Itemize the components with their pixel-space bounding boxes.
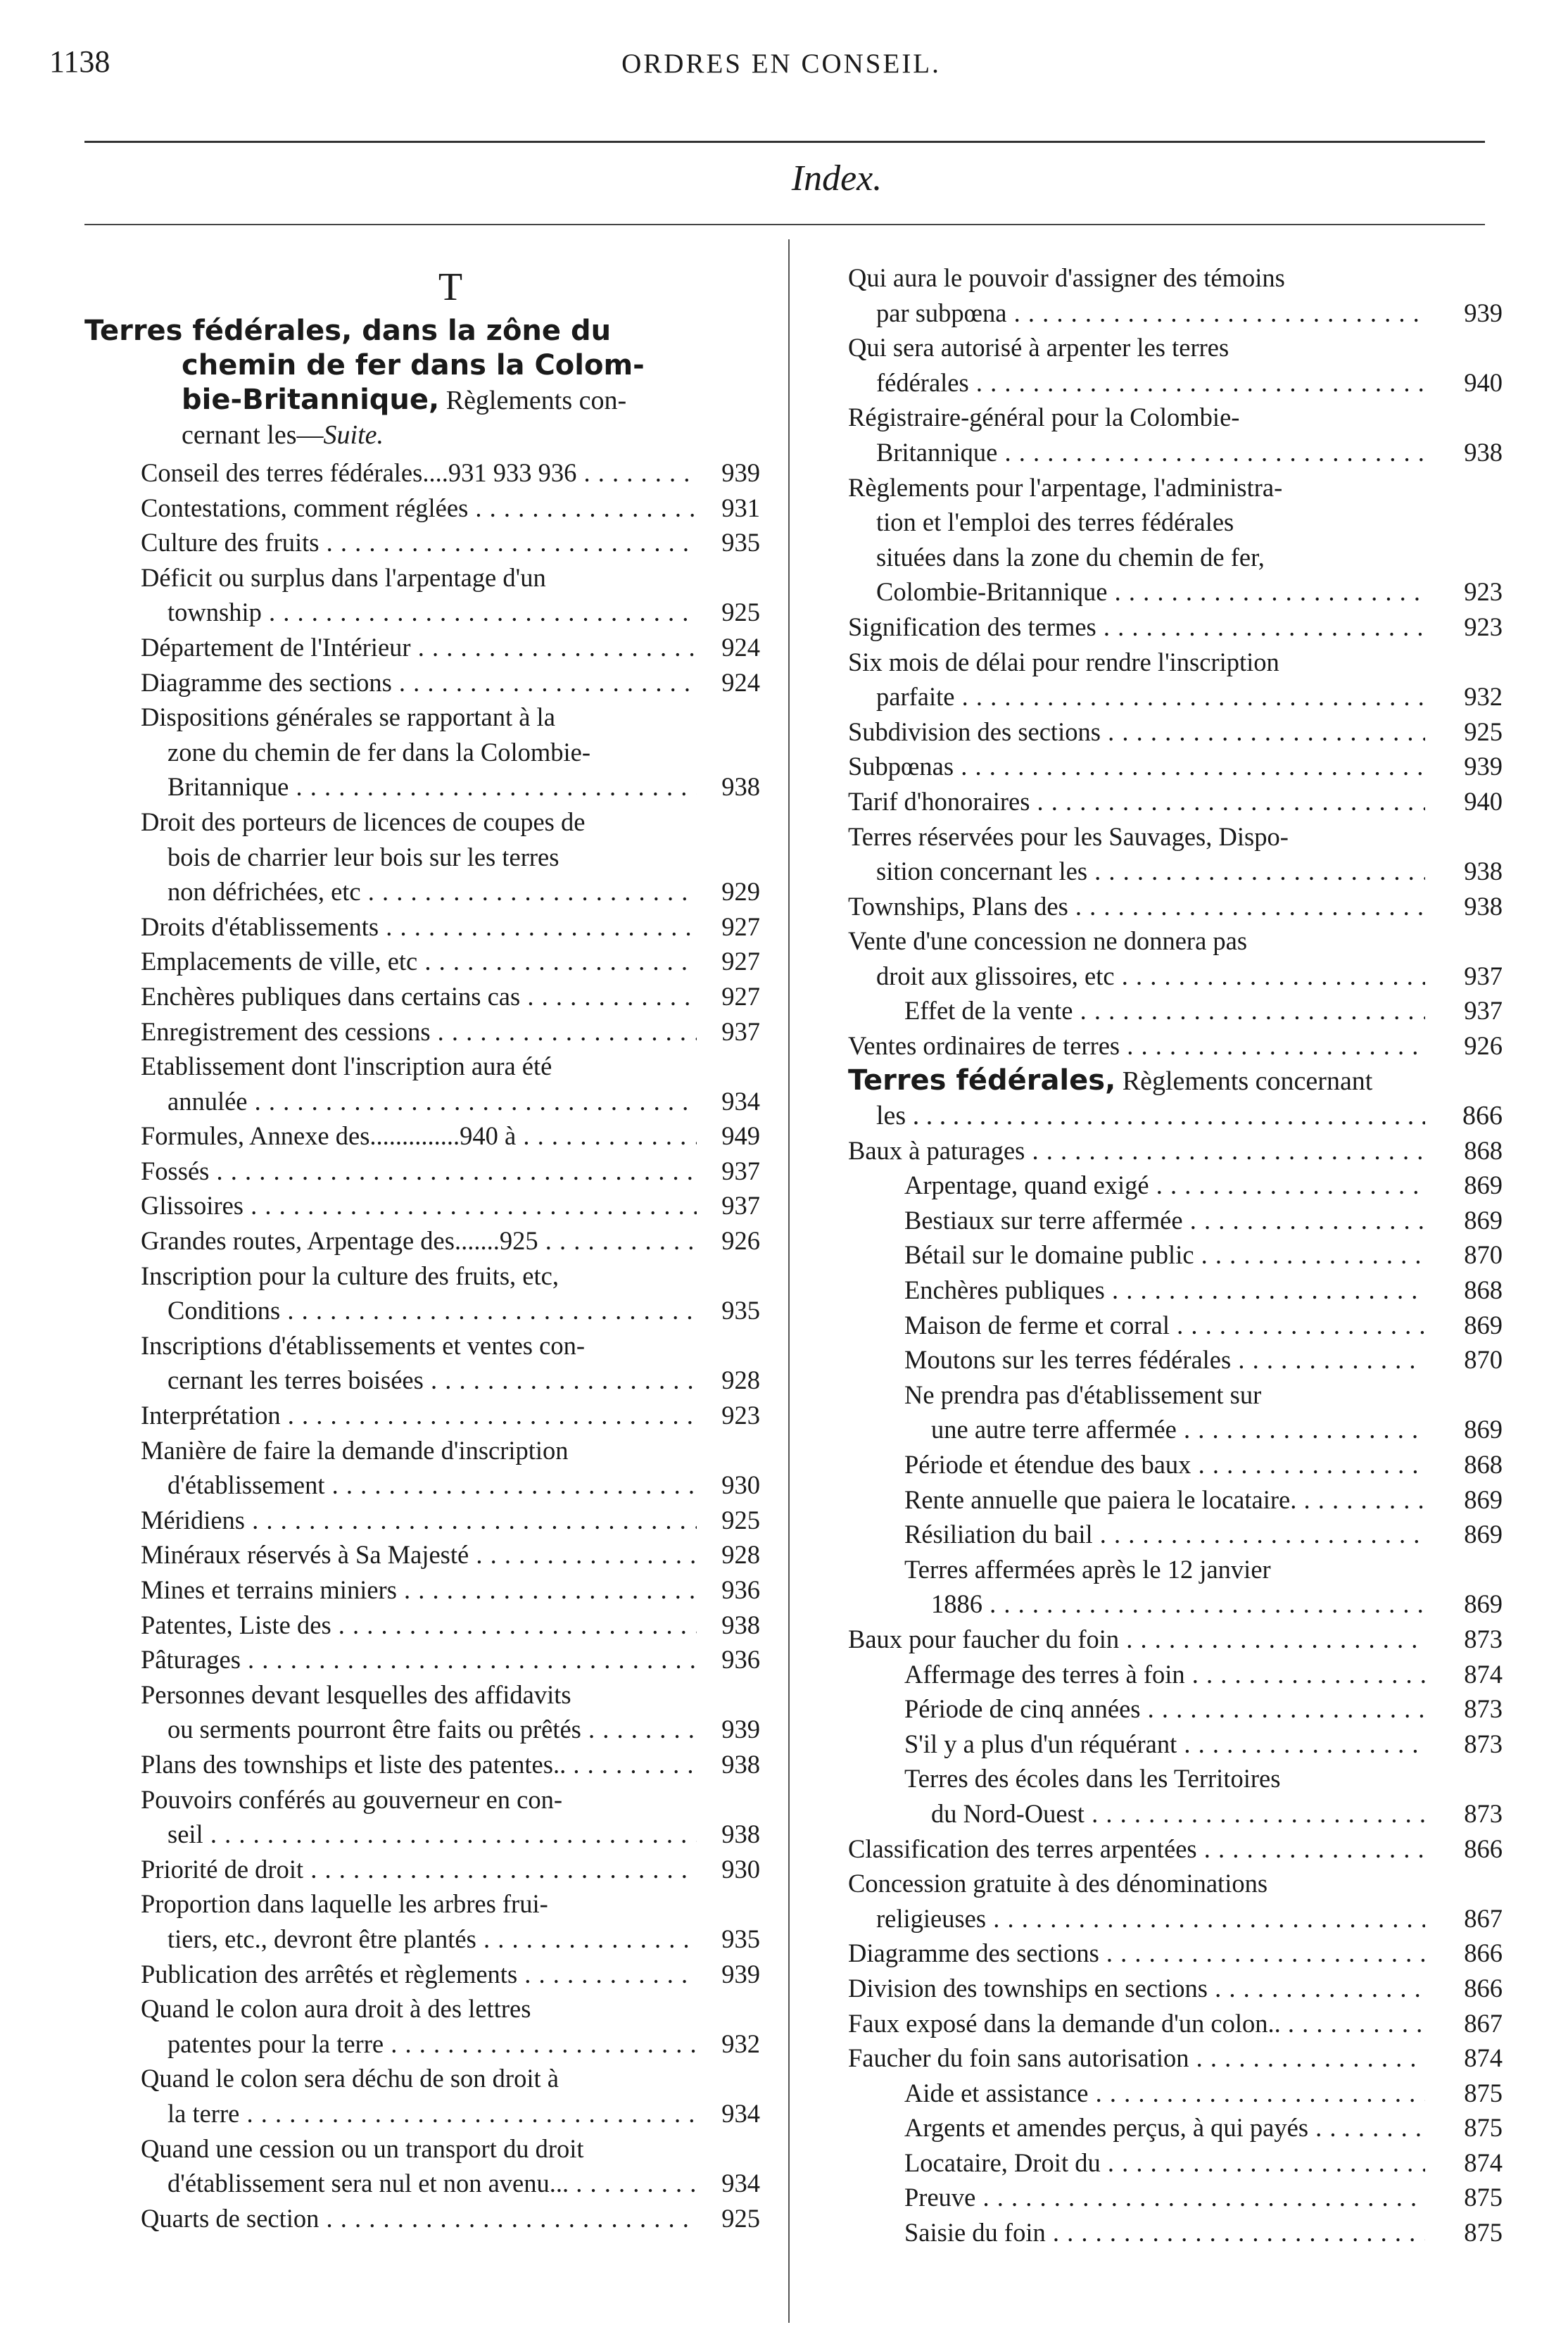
index-entry [848,993,1503,1028]
index-entry [848,2110,1503,2145]
entry-text: Bétail sur le domaine public . . . [848,1237,1425,1273]
index-entry [848,2041,1503,2076]
index-entry [848,2215,1503,2250]
entry-text: Droits d'établissements . . . [84,909,697,945]
page-ref: 937 [1464,996,1503,1026]
index-entry [848,2076,1503,2111]
left-entries [84,455,774,2236]
index-entry [84,630,774,665]
page-ref: 938 [1464,437,1503,467]
entry-text: Plans des townships et liste des patentes.. . . . [84,1747,697,1782]
entry-text: Vente d'une concession ne donnera pas [848,926,1248,956]
page-ref: 866 [1464,1938,1503,1968]
entry-text: tiers, etc., devront être plantés . . . [84,1922,697,1957]
entry-text: situées dans la zone du chemin de fer, [876,542,1265,572]
entry-text: Priorité de droit . . . [84,1852,697,1887]
heading-line: chemin de fer dans la Colom- [182,349,645,382]
page-ref: 938 [1464,857,1503,886]
index-entry [84,805,774,909]
entry-text: Arpentage, quand exigé . . . [848,1168,1425,1203]
heading-bold: Terres fédérales, [848,1064,1116,1097]
page-ref: 938 [721,1820,760,1849]
index-entry [848,1168,1503,1203]
left-column [84,260,774,2236]
page-ref: 875 [1464,2113,1503,2143]
entry-text: Période et étendue des baux . . . [848,1447,1425,1482]
entry-text: Etablissement dont l'inscription aura été [141,1052,552,1081]
page-ref: 934 [721,1086,760,1116]
index-entry [848,1482,1503,1518]
page-ref: 935 [721,528,760,557]
page-ref: 930 [721,1854,760,1884]
entry-text: Terres affermées après le 12 janvier [904,1554,1271,1584]
entry-text: Patentes, Liste des . . . [84,1608,697,1643]
entry-text: Période de cinq années . . . [848,1691,1425,1727]
entry-text: Fossés . . . [84,1154,697,1189]
page-ref: 939 [721,1715,760,1744]
index-entry [84,2201,774,2236]
entry-text: Culture des fruits . . . [84,525,697,560]
entry-text: bois de charrier leur bois sur les terres [167,842,559,871]
entry-text: annulée . . . [84,1084,697,1119]
page-ref: 868 [1464,1450,1503,1479]
index-entry [84,1328,774,1398]
heading-line: Terres fédérales, dans la zône du [84,315,612,347]
entry-text: Faucher du foin sans autorisation . . . [848,2041,1425,2076]
index-entry [848,1936,1503,1971]
index-entry [84,1259,774,1328]
index-entry [848,2006,1503,2041]
page-ref: 924 [721,632,760,662]
entry-text: Townships, Plans des . . . [848,889,1425,924]
index-entry [848,2180,1503,2215]
entry-text: seil . . . [84,1817,697,1852]
entry-text: Quand le colon aura droit à des lettres [141,1994,531,2024]
entry-text: Maison de ferme et corral . . . [848,1308,1425,1343]
index-entry [84,1747,774,1782]
page-ref: 926 [721,1226,760,1256]
page-ref: 939 [1464,752,1503,781]
entry-text: Moutons sur les terres fédérales . . . [848,1342,1425,1377]
index-entry [84,700,774,805]
entry-text: Colombie-Britannique . . . [848,574,1425,610]
page-ref: 874 [1464,2043,1503,2073]
entry-text: Minéraux réservés à Sa Majesté . . . [84,1537,697,1572]
entry-text: Inscription pour la culture des fruits, etc, [141,1261,559,1290]
index-entry [848,1203,1503,1238]
index-entry [84,665,774,700]
entry-text: Quand une cession ou un transport du droit [141,2133,584,2163]
index-entry [84,1433,774,1503]
page-ref: 937 [1464,961,1503,990]
entry-text: Ventes ordinaires de terres . . . [848,1028,1425,1064]
page-ref: 935 [721,1924,760,1953]
entry-text: Enchères publiques . . . [848,1273,1425,1308]
entry-text: Bestiaux sur terre affermée . . . [848,1203,1425,1238]
heading-line: bie-Britannique, [182,384,440,416]
entry-text: Effet de la vente . . . [848,993,1425,1028]
entry-text: Publication des arrêtés et règlements . . . [84,1957,697,1992]
page-ref: 936 [721,1575,760,1604]
index-entry [84,2131,774,2201]
page-ref: 928 [721,1540,760,1570]
entry-text: Déficit ou surplus dans l'arpentage d'un [141,562,546,592]
entry-text: par subpœna . . . [848,296,1425,331]
page-ref: 874 [1464,1659,1503,1689]
index-entry [84,979,774,1014]
entry-text: Saisie du foin . . . [848,2215,1425,2250]
page-ref: 866 [1464,1973,1503,2003]
page-ref: 929 [721,877,760,907]
entry-text: Terres des écoles dans les Territoires [904,1764,1281,1793]
entry-text: Signification des termes . . . [848,610,1425,645]
page-ref: 937 [721,1191,760,1221]
entry-text: Conseil des terres fédérales....931 933 936 . . . [84,455,697,491]
heading-line: Règlements con- [439,386,627,415]
index-entry [848,714,1503,750]
entry-text: Qui sera autorisé à arpenter les terres [848,333,1229,362]
entry-text: Qui aura le pouvoir d'assigner des témoins [848,263,1285,292]
index-entry [848,1028,1503,1064]
index-entry [84,1537,774,1572]
entry-text: religieuses . . . [848,1901,1425,1936]
index-entry [84,944,774,979]
entry-text: Résiliation du bail . . . [848,1517,1425,1552]
page-ref: 875 [1464,2183,1503,2212]
page-ref: 937 [721,1156,760,1185]
entry-text: Diagramme des sections . . . [84,665,697,700]
page-ref: 869 [1464,1415,1503,1444]
page-ref: 936 [721,1645,760,1675]
entry-text: Baux pour faucher du foin . . . [848,1622,1425,1657]
index-entry [84,1991,774,2061]
index-entry [84,1957,774,1992]
right-entries-a [848,260,1503,1064]
index-entry [84,1886,774,1956]
page-ref: 866 [1464,1834,1503,1863]
index-entry [84,1014,774,1049]
entry-text: Pouvoirs conférés au gouverneur en con- [141,1784,563,1814]
page-ref: 935 [721,1296,760,1325]
entry-text: une autre terre affermée . . . [848,1412,1425,1447]
page-ref: 926 [1464,1031,1503,1061]
index-entry [848,923,1503,993]
entry-text: d'établissement sera nul et non avenu... . . . [84,2166,697,2201]
entry-text: Enregistrement des cessions . . . [84,1014,697,1049]
index-entry [848,1832,1503,1867]
page-ref: 939 [1464,298,1503,327]
page-ref: 927 [721,912,760,941]
index-entry [848,1377,1503,1447]
entry-text: Affermage des terres à foin . . . [848,1657,1425,1692]
index-entry [848,330,1503,400]
index-entry [84,1677,774,1747]
section-letter: T [438,265,463,309]
entry-text: Preuve . . . [848,2180,1425,2215]
page-ref: 923 [721,1401,760,1430]
entry-text: Contestations, comment réglées . . . [84,491,697,526]
index-entry [848,1133,1503,1168]
page-ref: 923 [1464,577,1503,607]
index-entry [848,1552,1503,1622]
entry-text: non défrichées, etc . . . [84,874,697,909]
entry-text: du Nord-Ouest . . . [848,1796,1425,1832]
index-entry [848,1971,1503,2006]
entry-text: S'il y a plus d'un réquérant . . . [848,1727,1425,1762]
page-ref: 949 [721,1121,760,1151]
page-ref: 875 [1464,2218,1503,2247]
page-ref: 870 [1464,1240,1503,1270]
entry-text: Division des townships en sections . . . [848,1971,1425,2006]
heading-line: cernant les— [182,420,324,450]
entry-text: Interprétation . . . [84,1398,697,1433]
page-ref: 924 [721,667,760,697]
entry-text: Formules, Annexe des..............940 à . . . [84,1118,697,1154]
page-ref: 938 [1464,891,1503,921]
page-ref: 940 [1464,367,1503,397]
header-rule [84,141,1485,143]
entry-text: Six mois de délai pour rendre l'inscription [848,647,1279,676]
entry-text: Locataire, Droit du . . . [848,2145,1425,2181]
column-divider [788,239,790,2323]
index-entry [84,1223,774,1259]
page-ref: 938 [721,1610,760,1639]
page-ref: 939 [721,458,760,487]
page-ref: 931 [721,493,760,522]
entry-text: Pâturages . . . [84,1642,697,1677]
index-entry [848,819,1503,889]
entry-text: 1886 . . . [848,1587,1425,1622]
entry-text: township . . . [84,595,697,630]
right-column [848,260,1503,2250]
index-entry [84,1642,774,1677]
entry-text: Enchères publiques dans certains cas . . . [84,979,697,1014]
page-ref: 873 [1464,1729,1503,1758]
page-ref: 938 [721,1749,760,1779]
index-entry [848,1342,1503,1377]
entry-text: Concession gratuite à des dénominations [848,1869,1268,1898]
page-ref: 867 [1464,2008,1503,2038]
entry-text: Quarts de section . . . [84,2201,697,2236]
page-ref: 923 [1464,612,1503,641]
index-entry [84,1852,774,1887]
index-entry [84,491,774,526]
page-ref: 930 [721,1470,760,1500]
entry-text: Grandes routes, Arpentage des.......925 . . . [84,1223,697,1259]
page-ref: 868 [1464,1135,1503,1165]
right-entry-heading [848,1064,1503,1133]
left-entry-heading [84,314,774,453]
index-entry [84,455,774,491]
entry-text: patentes pour la terre . . . [84,2026,697,2062]
page-ref: 925 [1464,717,1503,746]
entry-text: Régistraire-général pour la Colombie- [848,403,1240,432]
index-entry [848,889,1503,924]
index-entry [848,610,1503,645]
page-ref: 932 [1464,682,1503,712]
index-entry [84,1608,774,1643]
index-entry [848,645,1503,714]
entry-text: Quand le colon sera déchu de son droit à [141,2064,559,2093]
entry-text: zone du chemin de fer dans la Colombie- [167,737,591,767]
entry-text: Tarif d'honoraires . . . [848,784,1425,819]
index-entry [848,1237,1503,1273]
page-ref: 869 [1464,1484,1503,1514]
index-entry [848,400,1503,469]
page-ref: 868 [1464,1275,1503,1305]
section-title: Index. [791,158,883,198]
entry-text: Conditions . . . [84,1293,697,1328]
page-ref: 925 [721,598,760,627]
entry-text: Glissoires . . . [84,1188,697,1223]
index-entry [84,1503,774,1538]
entry-text: Mines et terrains miniers . . . [84,1572,697,1608]
page-ref: 927 [721,981,760,1011]
index-entry [84,1049,774,1118]
page-ref: 939 [721,1959,760,1988]
page-ref: 932 [721,2029,760,2058]
page-ref: 927 [721,947,760,976]
page-ref: 875 [1464,2078,1503,2107]
page-ref: 938 [721,772,760,802]
entry-text: Rente annuelle que paiera le locataire. . . . [848,1482,1425,1518]
page-header [49,44,1513,100]
page-ref: 940 [1464,786,1503,816]
page-ref: 937 [721,1016,760,1046]
index-entry [84,2061,774,2131]
index-entry [848,1273,1503,1308]
index-entry [848,1308,1503,1343]
entry-text: droit aux glissoires, etc . . . [848,959,1425,994]
entry-text: Ne prendra pas d'établissement sur [904,1380,1262,1409]
index-entry [848,784,1503,819]
index-entry [848,749,1503,784]
page-ref: 873 [1464,1798,1503,1828]
running-head: ORDRES EN CONSEIL. [621,49,941,79]
entry-text: fédérales . . . [848,365,1425,401]
page-ref: 869 [1464,1310,1503,1339]
entry-text: Inscriptions d'établissements et ventes con- [141,1330,585,1360]
heading-normal: Règlements concernant [1115,1066,1373,1096]
index-entry [848,1517,1503,1552]
page-ref: 928 [721,1366,760,1395]
page-ref: 869 [1464,1520,1503,1549]
entry-text: Département de l'Intérieur . . . [84,630,697,665]
page-ref: 870 [1464,1345,1503,1375]
page-ref: 873 [1464,1694,1503,1724]
entry-text: Faux exposé dans la demande d'un colon.. . . . [848,2006,1425,2041]
entry-text: Règlements pour l'arpentage, l'administra- [848,472,1283,502]
entry-text: ou serments pourront être faits ou prêtés . . . [84,1712,697,1747]
index-entry [848,1622,1503,1657]
index-entry [848,1727,1503,1762]
entry-text: d'établissement . . . [84,1468,697,1503]
index-entry [84,1572,774,1608]
entry-text: Baux à paturages . . . [848,1133,1425,1168]
page-ref: 934 [721,2098,760,2128]
right-entries-b [848,1133,1503,2250]
page-ref: 925 [721,1505,760,1534]
entry-text: Proportion dans laquelle les arbres frui- [141,1889,548,1919]
entry-text: Argents et amendes perçus, à qui payés . . . [848,2110,1425,2145]
page-ref: 874 [1464,2148,1503,2177]
entry-text: Droit des porteurs de licences de coupes de [141,807,586,836]
title-rule [84,224,1485,225]
index-entry [848,260,1503,330]
heading-cont: les . . . [848,1099,1425,1133]
index-entry [84,525,774,560]
entry-text: Manière de faire la demande d'inscription [141,1435,569,1465]
entry-text: Emplacements de ville, etc . . . [84,944,697,979]
page-ref: 925 [721,2203,760,2233]
entry-text: parfaite . . . [848,679,1425,714]
entry-text: cernant les terres boisées . . . [84,1363,697,1398]
entry-text: Personnes devant lesquelles des affidavits [141,1679,571,1709]
entry-text: Britannique . . . [848,435,1425,470]
entry-text: Méridiens . . . [84,1503,697,1538]
entry-text: Subpœnas . . . [848,749,1425,784]
index-entry [84,1782,774,1852]
entry-text: Dispositions générales se rapportant à la [141,702,555,732]
entry-text: tion et l'emploi des terres fédérales [876,507,1234,537]
page-ref: 866 [1462,1100,1503,1130]
entry-text: Subdivision des sections . . . [848,714,1425,750]
page-ref: 869 [1464,1171,1503,1200]
page-ref: 867 [1464,1903,1503,1933]
index-entry [84,1398,774,1433]
page-ref: 934 [721,2169,760,2198]
entry-text: Britannique . . . [84,769,697,805]
index-entry [848,1761,1503,1831]
page-ref: 869 [1464,1589,1503,1619]
index-entry [848,470,1503,610]
index-entry [84,560,774,630]
heading-suite: Suite. [323,420,384,450]
index-entry [84,1154,774,1189]
index-entry [84,1188,774,1223]
index-entry [84,1118,774,1154]
entry-text: Terres réservées pour les Sauvages, Dispo- [848,821,1289,851]
index-entry [848,1866,1503,1936]
entry-text: Diagramme des sections . . . [848,1936,1425,1971]
index-entry [848,1447,1503,1482]
index-entry [84,909,774,945]
entry-text: la terre . . . [84,2096,697,2131]
entry-text: Classification des terres arpentées . . . [848,1832,1425,1867]
page-ref: 873 [1464,1624,1503,1653]
index-entry [848,2145,1503,2181]
entry-text: Aide et assistance . . . [848,2076,1425,2111]
index-entry [848,1691,1503,1727]
index-entry [848,1657,1503,1692]
entry-text: sition concernant les . . . [848,854,1425,889]
page-number: 1138 [49,44,110,79]
page-ref: 869 [1464,1205,1503,1235]
